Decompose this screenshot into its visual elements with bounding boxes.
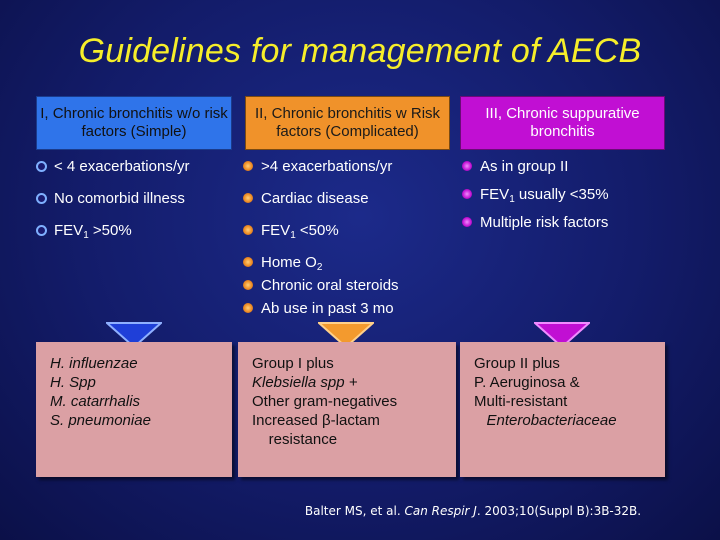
group-2-pathogens: Group I plus Klebsiella spp + Other gram-negatives Increased β-lactam resistance (238, 342, 456, 477)
bullet-icon (243, 225, 253, 235)
list-item: Multiple risk factors (462, 214, 609, 242)
list-item: Home $O_2$ (243, 254, 399, 277)
list-item: Chronic oral steroids (243, 277, 399, 300)
list-item: < 4 exacerbations/yr (36, 158, 190, 190)
group-3-bullets (462, 158, 609, 242)
list-item: Ab use in past 3 mo (243, 300, 399, 323)
list-item: Cardiac disease (243, 190, 399, 222)
bullet-icon (243, 303, 253, 313)
group-3-pathogens: Group II plus P. Aeruginosa & Multi-resistant Enterobacteriaceae (460, 342, 665, 477)
group-2-header: II, Chronic bronchitis w Risk factors (Complicated) (245, 96, 450, 150)
bullet-icon (243, 257, 253, 267)
group-1-pathogens: H. influenzae H. Spp M. catarrhalis S. pneumoniae (36, 342, 232, 477)
list-item: $FEV_1 >50\%$ (36, 222, 190, 254)
group-3-header: III, Chronic suppurative bronchitis (460, 96, 665, 150)
list-item: >4 exacerbations/yr (243, 158, 399, 190)
bullet-icon (462, 217, 472, 227)
list-item: No comorbid illness (36, 190, 190, 222)
bullet-icon (243, 280, 253, 290)
list-item: $FEV_1$ usually <35% (462, 186, 609, 214)
bullet-icon (243, 161, 253, 171)
bullet-icon (36, 161, 47, 172)
group-1-bullets (36, 158, 190, 254)
bullet-icon (36, 193, 47, 204)
group-1-header: I, Chronic bronchitis w/o risk factors (Simple) (36, 96, 232, 150)
list-item: $FEV_1 <50\%$ (243, 222, 399, 254)
bullet-icon (243, 193, 253, 203)
bullet-icon (462, 161, 472, 171)
bullet-icon (462, 189, 472, 199)
citation: Balter MS, et al. Can Respir J. 2003;10(Suppl B):3B-32B. (304, 504, 642, 518)
list-item: As in group II (462, 158, 609, 186)
bullet-icon (36, 225, 47, 236)
group-2-bullets (243, 158, 399, 323)
slide-title: Guidelines for management of AECB (78, 32, 642, 70)
